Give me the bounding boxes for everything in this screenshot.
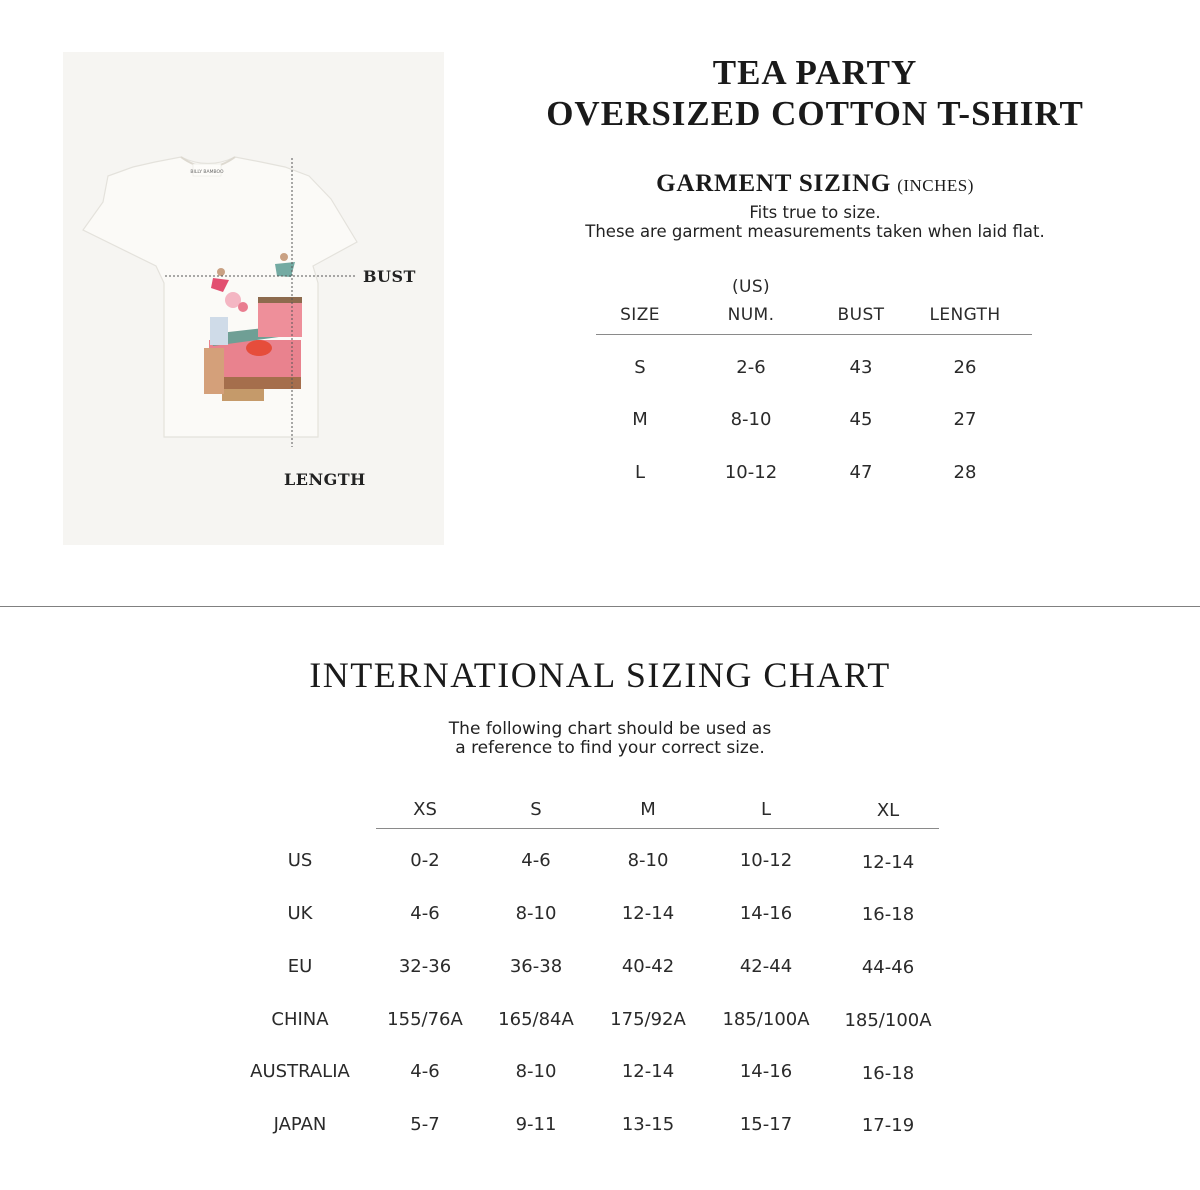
artwork-red-object: [246, 340, 272, 356]
table-cell: 43: [849, 357, 873, 378]
column-header-l: L: [760, 799, 772, 820]
column-header-xl: XL: [876, 800, 900, 821]
column-header-m: M: [640, 799, 656, 820]
row-label-eu: EU: [287, 956, 313, 977]
artwork-box-upper: [258, 302, 302, 337]
table-cell: L: [634, 462, 646, 483]
artwork-figure-head-left: [217, 268, 225, 276]
garment-sizing-unit: (INCHES): [897, 176, 974, 195]
measurement-note: These are garment measurements taken when laid flat.: [585, 222, 1045, 241]
artwork-box-base: [222, 389, 264, 401]
table-cell: 15-17: [739, 1114, 793, 1135]
column-header-num-prefix: (US): [731, 277, 771, 297]
table-cell: 175/92A: [610, 1009, 686, 1030]
tshirt-body: [83, 157, 357, 437]
table-cell: 4-6: [521, 850, 551, 871]
table-cell: 12-14: [861, 852, 915, 873]
table-cell: 4-6: [410, 1061, 440, 1082]
table-cell: 185/100A: [844, 1010, 932, 1031]
table-cell: 32-36: [398, 956, 452, 977]
table-cell: 17-19: [861, 1115, 915, 1136]
table-cell: 2-6: [736, 357, 766, 378]
table-cell: 16-18: [861, 904, 915, 925]
table-cell: 185/100A: [722, 1009, 810, 1030]
table-cell: 14-16: [739, 1061, 793, 1082]
bust-label: BUST: [363, 267, 416, 286]
artwork-vase: [210, 317, 228, 345]
table-cell: 44-46: [861, 957, 915, 978]
column-header-s: S: [530, 799, 542, 820]
table-cell: 165/84A: [498, 1009, 574, 1030]
garment-sizing-heading: [530, 171, 1100, 196]
table-cell: 16-18: [861, 1063, 915, 1084]
table-cell: M: [632, 409, 648, 430]
artwork-flower-small: [238, 302, 248, 312]
table-cell: 45: [849, 409, 873, 430]
product-image: [63, 52, 444, 545]
column-header-length: LENGTH: [929, 305, 1001, 325]
table-cell: 8-10: [627, 850, 669, 871]
table-cell: 5-7: [410, 1114, 440, 1135]
garment-sizing-title: GARMENT SIZING: [656, 170, 892, 197]
table-cell: 9-11: [515, 1114, 557, 1135]
table-cell: 13-15: [621, 1114, 675, 1135]
table-cell: 14-16: [739, 903, 793, 924]
table-cell: 12-14: [621, 1061, 675, 1082]
table-cell: 26: [953, 357, 977, 378]
row-label-us: US: [287, 850, 313, 871]
artwork-box-side: [204, 348, 224, 394]
length-label: LENGTH: [284, 470, 366, 489]
artwork-figure-head-right: [280, 253, 288, 261]
row-label-uk: UK: [287, 903, 313, 924]
table-cell: 28: [953, 462, 977, 483]
table-cell: 8-10: [515, 1061, 557, 1082]
neck-tag-text: BILLY BAMBOO: [190, 170, 224, 175]
international-note-line2: a reference to find your correct size.: [455, 738, 765, 758]
table-cell: 27: [953, 409, 977, 430]
product-title-line1: TEA PARTY: [712, 53, 918, 92]
column-header-bust: BUST: [837, 305, 885, 325]
international-note-line1: The following chart should be used as: [448, 719, 772, 739]
table-cell: 12-14: [621, 903, 675, 924]
table-cell: S: [634, 357, 646, 378]
garment-header-rule: [596, 334, 1032, 335]
table-cell: 155/76A: [387, 1009, 463, 1030]
tshirt-illustration: [63, 52, 444, 545]
column-header-size: SIZE: [620, 305, 660, 325]
international-header-rule: [376, 828, 939, 829]
table-cell: 42-44: [739, 956, 793, 977]
international-chart-title: INTERNATIONAL SIZING CHART: [309, 655, 891, 695]
table-cell: 40-42: [621, 956, 675, 977]
section-divider: [0, 606, 1200, 607]
table-cell: 36-38: [509, 956, 563, 977]
column-header-xs: XS: [413, 799, 437, 820]
product-title-line2: OVERSIZED COTTON T-SHIRT: [546, 94, 1084, 133]
table-cell: 10-12: [739, 850, 793, 871]
fit-note: Fits true to size.: [749, 203, 881, 222]
table-cell: 10-12: [724, 462, 778, 483]
artwork-box-upper-lid: [258, 297, 302, 303]
row-label-australia: AUSTRALIA: [250, 1061, 350, 1082]
table-cell: 8-10: [730, 409, 772, 430]
row-label-japan: JAPAN: [273, 1114, 327, 1135]
table-cell: 0-2: [410, 850, 440, 871]
table-cell: 47: [849, 462, 873, 483]
column-header-num: NUM.: [727, 305, 775, 325]
table-cell: 8-10: [515, 903, 557, 924]
table-cell: 4-6: [410, 903, 440, 924]
row-label-china: CHINA: [271, 1009, 329, 1030]
